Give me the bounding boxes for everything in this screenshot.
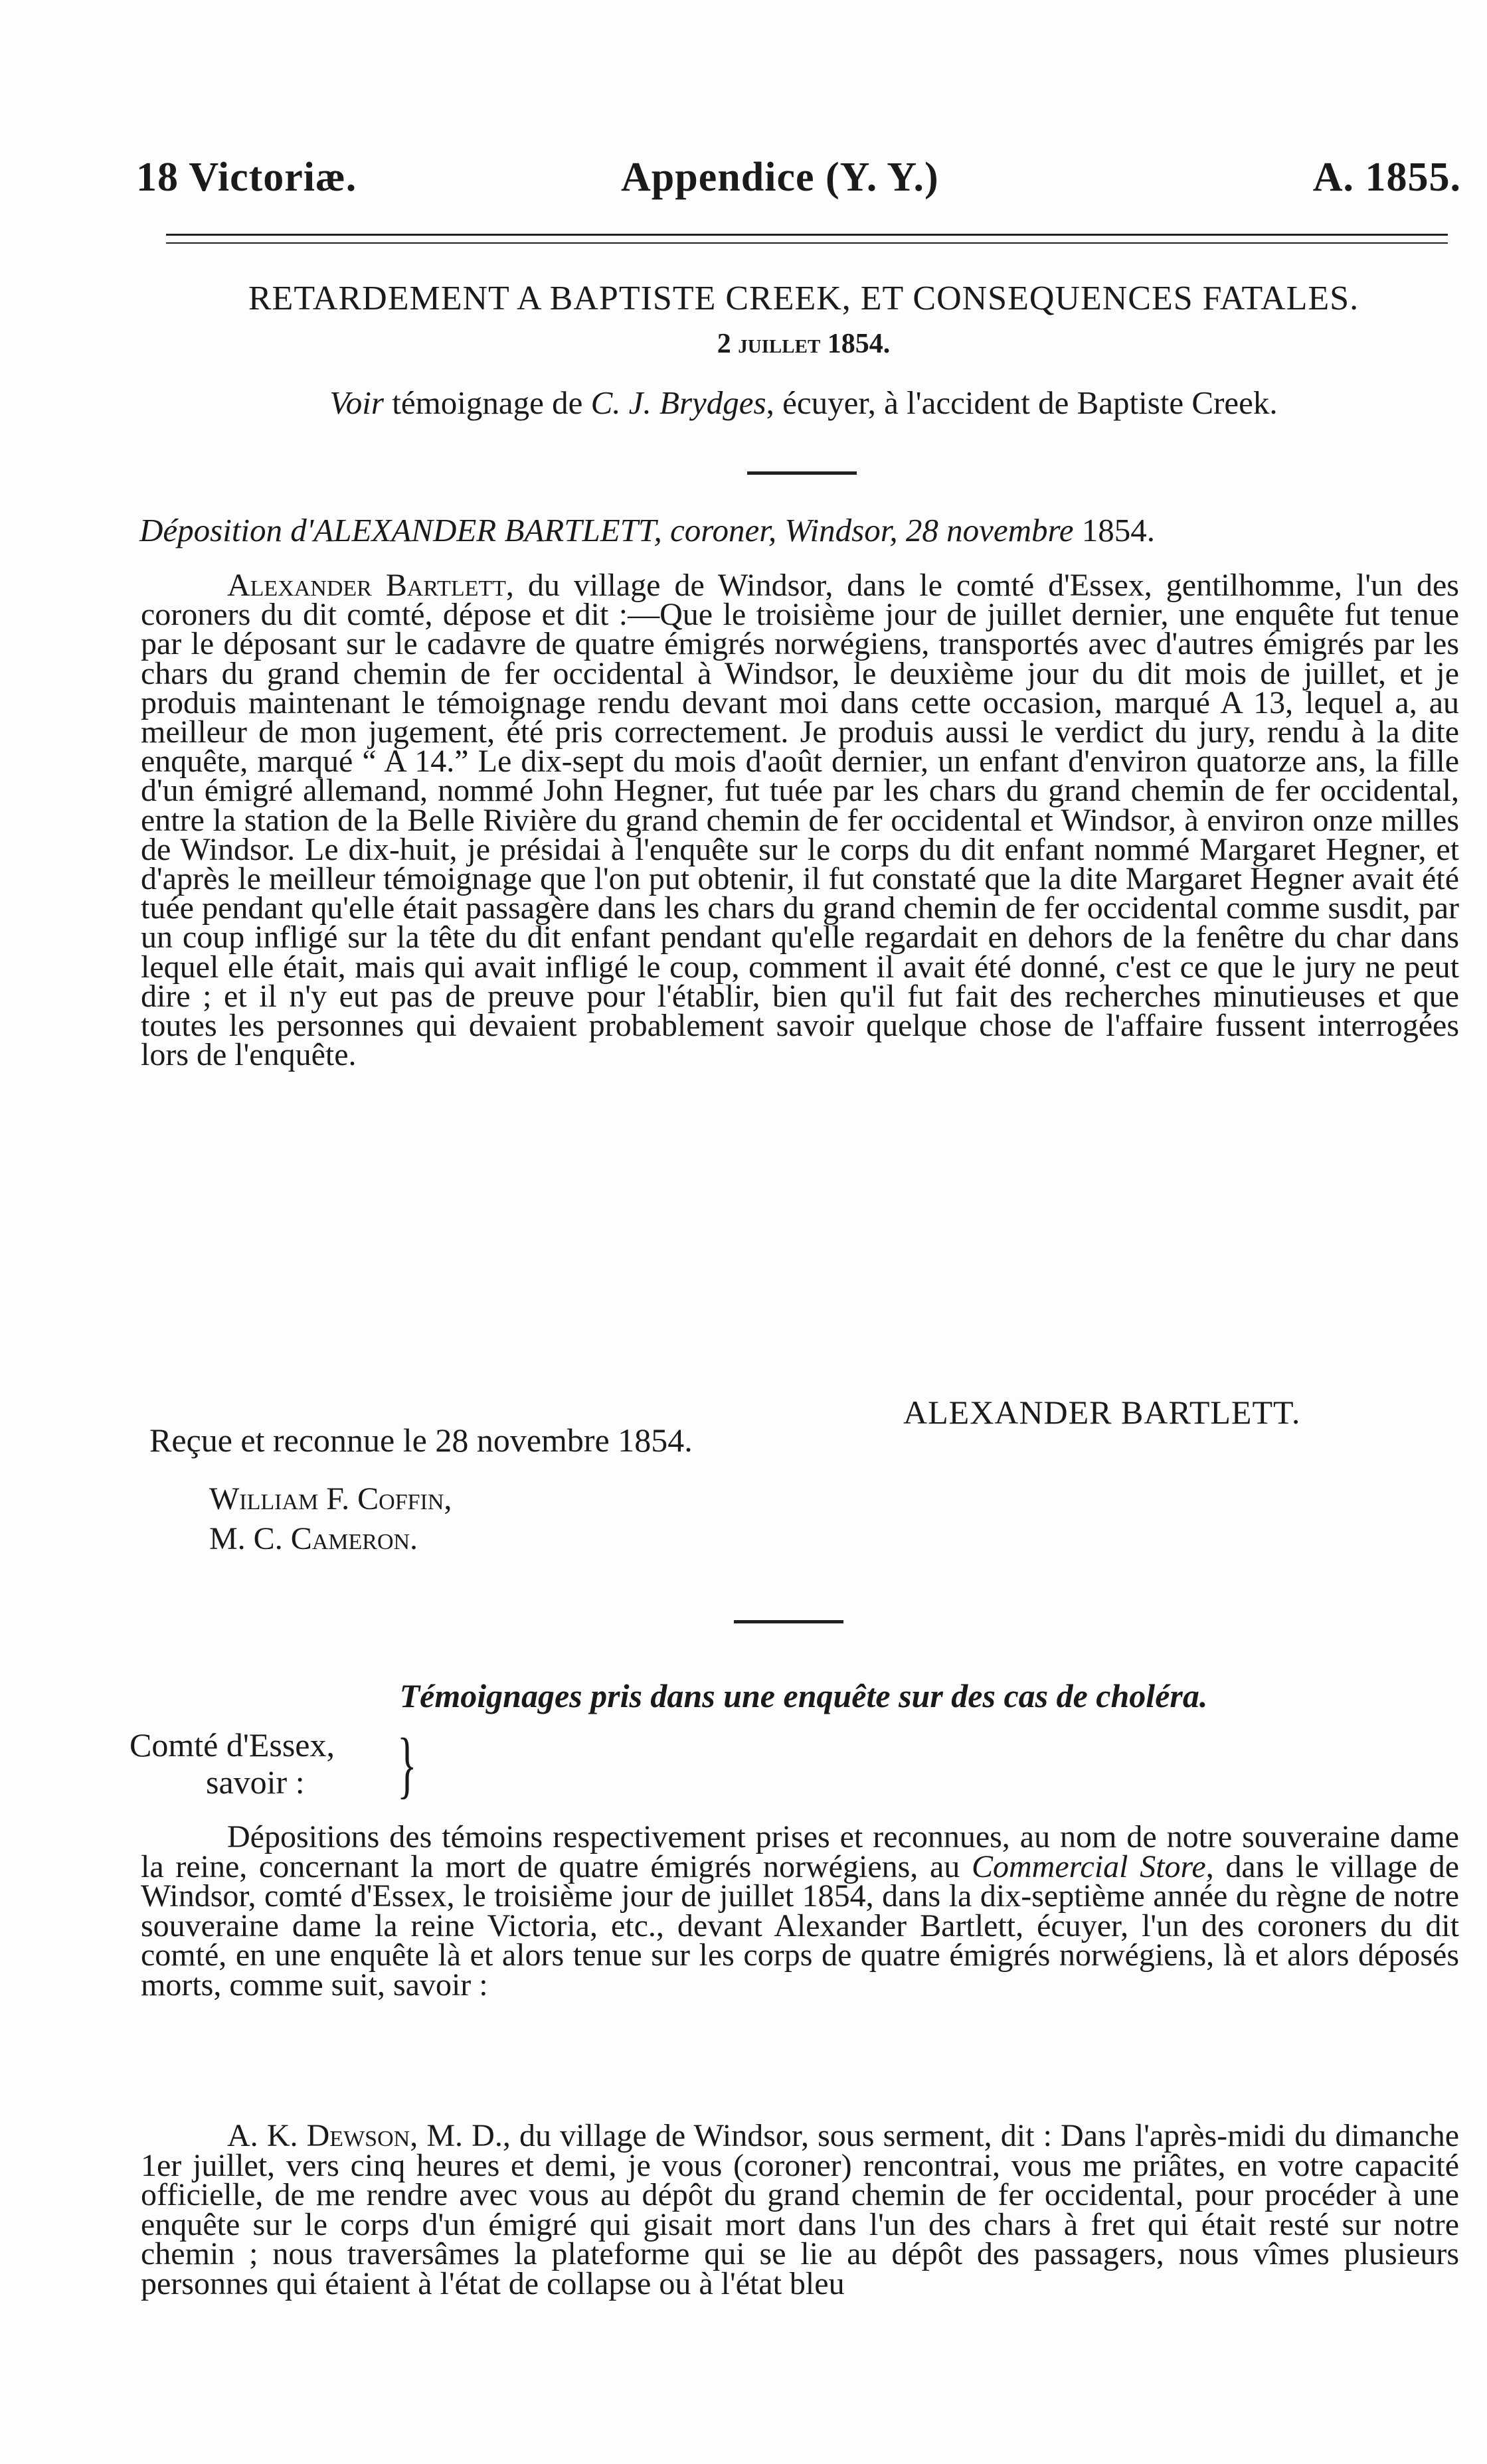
dewson-initials: A. K. xyxy=(227,2118,307,2153)
county-line-1: Comté d'Essex, xyxy=(130,1726,335,1764)
received-line: Reçue et reconnue le 28 novembre 1854. xyxy=(149,1422,693,1459)
divider-rule xyxy=(747,471,857,475)
signature: ALEXANDER BARTLETT. xyxy=(903,1394,1301,1431)
deposition-title-name: ALEXANDER BARTLETT xyxy=(313,512,654,548)
county-caption xyxy=(130,1726,335,1801)
dewson-testimony-paragraph xyxy=(141,2118,1460,2301)
header-regnal-year: 18 Victoriæ. xyxy=(136,155,357,200)
depositions-intro-paragraph xyxy=(141,1819,1460,2003)
see-testimony-note xyxy=(149,384,1458,422)
deposition-title-year: 1854. xyxy=(1081,512,1155,548)
see-text-2: , écuyer, à l'accident de Baptiste Creek. xyxy=(766,384,1278,421)
intro-part-2: , dans le village de Windsor, comté d'Essex, le troisième jour de juillet 1854, dans la dix-septième année du règne de notre souveraine dame la reine Victoria, etc., devant Alexander Bartlett, écuyer, l'un des coroners du dit comté, en une enquête là et alors tenue sur les corps de quatre émigrés norwégiens, là et alors déposés morts, comme suit, savoir : xyxy=(141,1848,1460,2003)
section-heading: RETARDEMENT A BAPTISTE CREEK, ET CONSEQUENCES FATALES. xyxy=(248,280,1359,317)
intro-store-name: Commercial Store xyxy=(971,1848,1206,1884)
header-double-rule xyxy=(166,234,1448,244)
dewson-text: , M. D., du village de Windsor, sous serment, dit : Dans l'après-midi du dimanche 1er juillet, vers cinq heures et demi, je vous (coroner) rencontrai, vous me priâtes, en votre capacité officielle, de me rendre avec vous au dépôt du grand chemin de fer occidental, pour procéder à une enquête sur le corps d'un émigré qui gisait mort dans l'un des chars à fret qui était resté sur notre chemin ; nous traversâmes la plateforme qui se lie au dépôt des passagers, nous vîmes plusieurs personnes qui étaient à l'état de collapse ou à l'état bleu xyxy=(141,2118,1460,2301)
see-name: C. J. Brydges xyxy=(590,384,766,421)
county-line-2: savoir : xyxy=(206,1764,305,1801)
heading-date xyxy=(149,328,1458,360)
deposition-lead-name: Alexander Bartlett xyxy=(227,568,506,603)
deposition-title xyxy=(139,511,1458,549)
brace-glyph: } xyxy=(397,1724,417,1806)
divider-rule xyxy=(734,1620,843,1623)
cholera-section-title: Témoignages pris dans une enquête sur des cas de choléra. xyxy=(399,1677,1208,1714)
deposition-text: , du village de Windsor, dans le comté d'Essex, gentilhomme, l'un des coroners du dit comté, dépose et dit :—Que le troisième jour de juillet dernier, une enquête fut tenue par le déposant sur le cadavre de quatre émigrés norwégiens, transportés avec d'autres émigrés par les chars du grand chemin de fer occidental à Windsor, le deuxième jour du dit mois de juillet, et je produis maintenant le témoignage rendu devant moi dans cette occasion, marqué A 13, lequel a, au meilleur de mon jugement, été pris correctement. Je produis aussi le verdict du jury, rendu à la dite enquête, marqué “ A 14.” Le dix-sept du mois d'août dernier, un enfant d'environ quatorze ans, la fille d'un émigré allemand, nommé John Hegner, fut tuée par les chars du grand chemin de fer occidental, entre la station de la Belle Rivière du grand chemin de fer occidental et Windsor, à environ onze milles de Windsor. Le dix-huit, je présidai à l'enquête sur le corps du dit enfant nommé Margaret Hegner, et d'après le meilleur témoignage que l'on put obtenir, il fut constaté que la dite Margaret Hegner avait été tuée pendant qu'elle était passagère dans les chars du grand chemin de fer occidental comme susdit, par un coup infligé sur la tête du dit enfant pendant qu'elle regardait en dehors de la fenêtre du char dans lequel elle était, mais qui avait infligé le coup, comment il avait été donné, c'est ce que le jury ne peut dire ; et il n'y eut pas de preuve pour l'établir, bien qu'il fut fait des recherches minutieuses et que toutes les personnes qui devaient probablement savoir quelque chose de l'affaire fussent interrogées lors de l'enquête. xyxy=(141,568,1459,1073)
witness-name: M. C. Cameron. xyxy=(209,1521,418,1556)
dewson-name: Dewson xyxy=(306,2118,410,2153)
see-word: Voir xyxy=(329,384,384,421)
date-year: 1854. xyxy=(827,329,891,359)
witness-name: William F. Coffin, xyxy=(209,1481,452,1517)
date-day: 2 xyxy=(717,329,731,359)
date-month: juillet xyxy=(738,329,821,359)
header-year: A. 1855. xyxy=(1312,155,1461,200)
deposition-title-suffix: , coroner, Windsor, 28 novembre xyxy=(654,512,1082,548)
deposition-title-prefix: Déposition d' xyxy=(139,512,314,548)
page-header xyxy=(136,154,1461,214)
intro-part-1: Dépositions des témoins respectivement prises et reconnues, au nom de notre souveraine dame la reine, concernant la mort de quatre émigrés norwégiens, au xyxy=(141,1819,1459,1884)
header-appendix: Appendice (Y. Y.) xyxy=(621,155,939,200)
deposition-paragraph xyxy=(141,568,1459,1073)
see-text-1: témoignage de xyxy=(383,384,591,421)
